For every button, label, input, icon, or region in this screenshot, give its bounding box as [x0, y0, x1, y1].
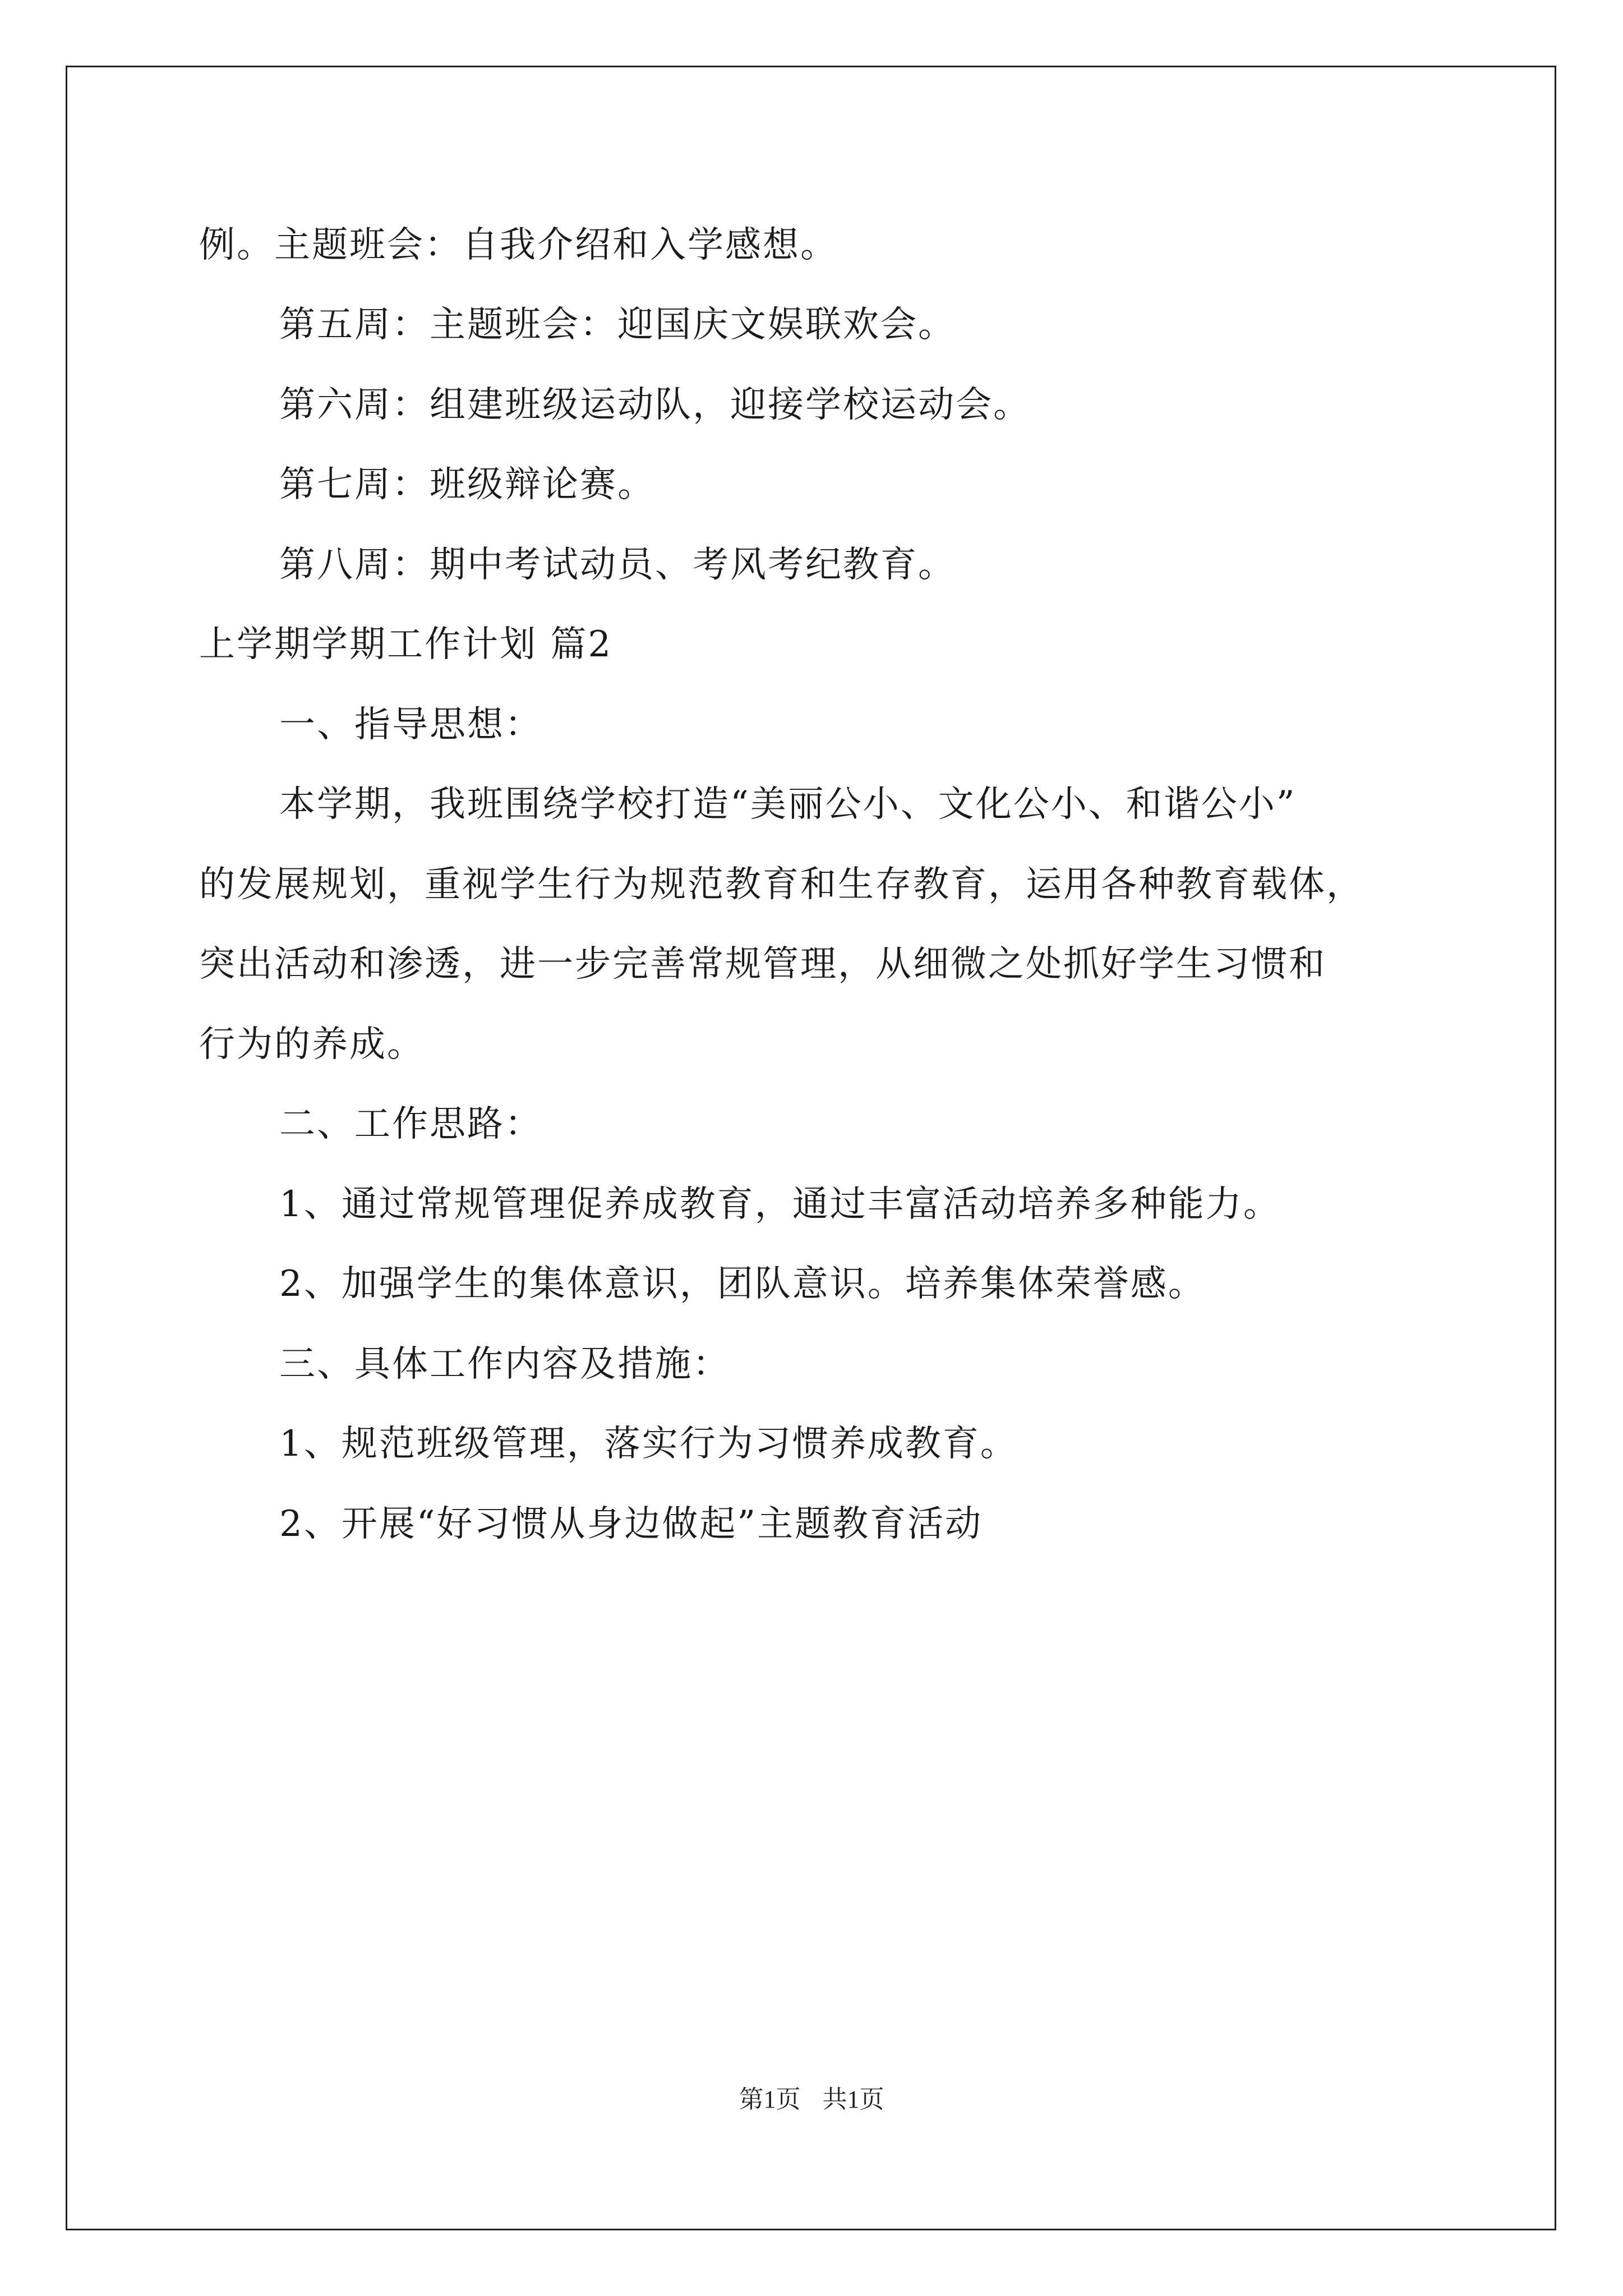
section-heading: 上学期学期工作计划 篇2: [199, 624, 613, 665]
text-line: 1、规范班级管理，落实行为习惯养成教育。: [279, 1423, 1018, 1465]
text-line: 行为的养成。: [199, 1024, 425, 1065]
text-line: 第六周：组建班级运动队，迎接学校运动会。: [279, 384, 1031, 426]
text-line: 第五周：主题班会：迎国庆文娱联欢会。: [279, 304, 956, 346]
text-line: 2、加强学生的集体意识，团队意识。培养集体荣誉感。: [279, 1263, 1206, 1305]
page-number: 第1页: [739, 2086, 801, 2113]
text-line: 第七周：班级辩论赛。: [279, 464, 655, 505]
text-line: 二、工作思路：: [279, 1103, 542, 1145]
text-line: 突出活动和渗透，进一步完善常规管理，从细微之处抓好学生习惯和: [199, 944, 1326, 985]
text-line: 三、具体工作内容及措施：: [279, 1343, 730, 1385]
text-line: 2、开展“好习惯从身边做起”主题教育活动: [279, 1503, 983, 1545]
text-line: 1、通过常规管理促养成教育，通过丰富活动培养多种能力。: [279, 1184, 1281, 1225]
text-line: 第八周：期中考试动员、考风考纪教育。: [279, 544, 956, 586]
page-total: 共1页: [822, 2086, 884, 2113]
text-line: 一、指导思想：: [279, 704, 542, 746]
text-line: 本学期，我班围绕学校打造“美丽公小、文化公小、和谐公小”: [279, 784, 1297, 825]
text-line: 例。主题班会：自我介绍和入学感想。: [199, 224, 838, 266]
page-footer: [0, 2084, 1623, 2115]
text-line: 的发展规划，重视学生行为规范教育和生存教育，运用各种教育载体，: [199, 864, 1364, 905]
